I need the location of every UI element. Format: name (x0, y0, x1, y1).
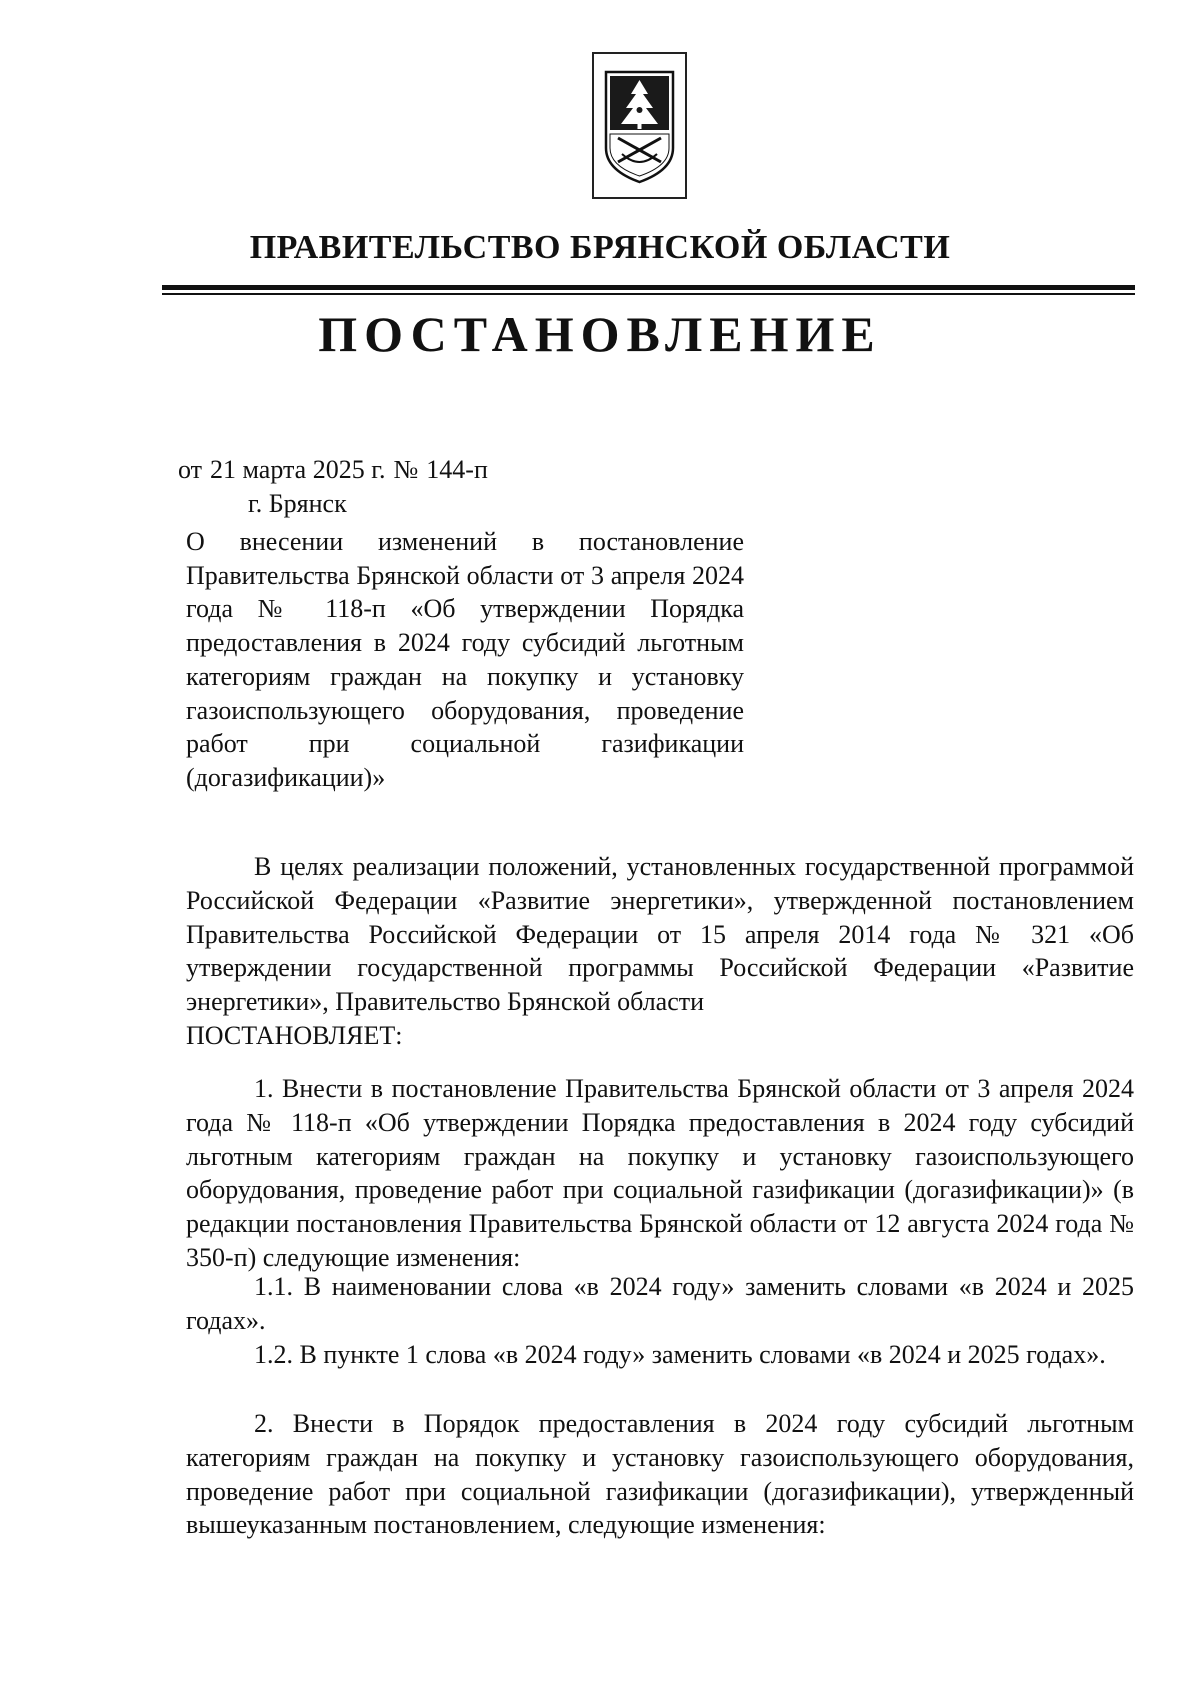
preamble-text: В целях реализации положений, установленных государственной программой Российской Федерации «Развитие энергетики», утвержденной постановлением Правительства Российской Федерации от 15 апреля 2014 года № 321 «Об утверждении государственной программы Российской Федерации «Развитие энергетики», Правительство Брянской области (186, 852, 1134, 1017)
preamble-paragraph (186, 850, 1134, 1053)
date-prefix: от (178, 455, 203, 484)
document-date-number-line (178, 455, 496, 485)
bryansk-coat-of-arms-icon (602, 66, 677, 186)
document-type-heading: ПОСТАНОВЛЕНИЕ (318, 306, 882, 362)
document-number: 144-п (426, 455, 488, 484)
item-1-paragraph: 1. Внести в постановление Правительства Брянской области от 3 апреля 2024 года № 118-п «Об утверждении Порядка предоставления в 2024 году субсидий льготным категориям граждан на покупку и установку газоиспользующего оборудования, проведение работ при социальной газификации (догазификации)» (в редакции постановления Правительства Брянской области от 12 августа 2024 года № 350-п) следующие изменения: (186, 1074, 1134, 1272)
resolves-keyword: ПОСТАНОВЛЯЕТ: (186, 1020, 403, 1050)
header-divider-thin (162, 293, 1135, 295)
coat-of-arms-emblem (592, 52, 687, 199)
document-subject: О внесении изменений в постановление Правительства Брянской области от 3 апреля 2024 года № 118-п «Об утверждении Порядка предоставления в 2024 году субсидий льготным категориям граждан на покупку и установку газоиспользующего оборудования, проведение работ при социальной газификации (догазификации)» (186, 527, 744, 792)
document-city: г. Брянск (248, 489, 347, 518)
item-2-paragraph: 2. Внести в Порядок предоставления в 2024 году субсидий льготным категориям граждан на покупку и установку газоиспользующего оборудования, проведение работ при социальной газификации (догазификации), утвержденный вышеуказанным постановлением, следующие изменения: (186, 1409, 1134, 1540)
header-divider-thick (162, 285, 1135, 290)
item-1-2-paragraph: 1.2. В пункте 1 слова «в 2024 году» заменить словами «в 2024 и 2025 годах». (254, 1340, 1106, 1369)
number-sign: № (393, 455, 419, 484)
item-1-1-paragraph: 1.1. В наименовании слова «в 2024 году» заменить словами «в 2024 и 2025 годах». (186, 1272, 1134, 1335)
document-date: 21 марта 2025 г. (210, 455, 386, 484)
organization-title: ПРАВИТЕЛЬСТВО БРЯНСКОЙ ОБЛАСТИ (249, 229, 951, 266)
